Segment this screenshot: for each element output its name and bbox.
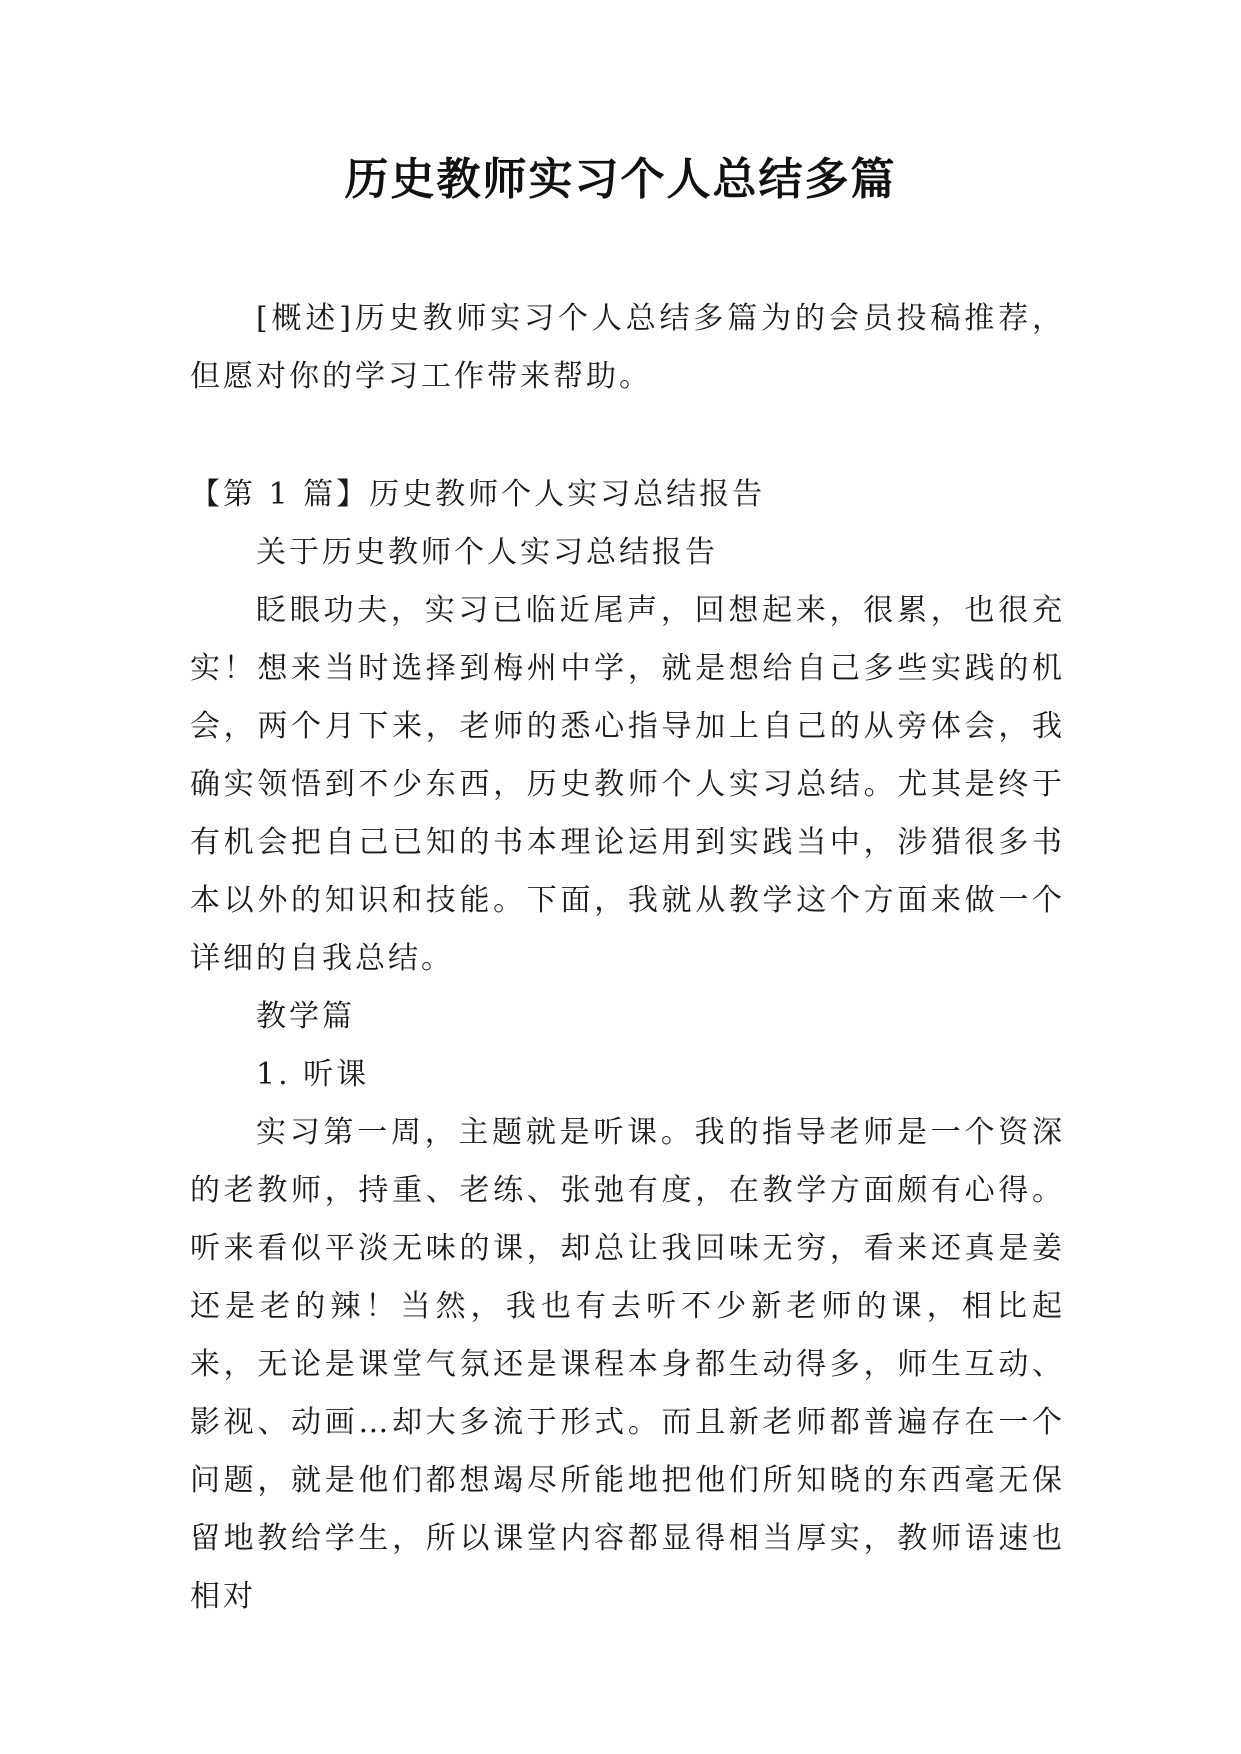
- summary-paragraph: [概述]历史教师实习个人总结多篇为的会员投稿推荐，但愿对你的学习工作带来帮助。: [190, 301, 1065, 394]
- subtitle-paragraph: 关于历史教师个人实习总结报告: [256, 535, 718, 570]
- section-heading: 【第 1 篇】历史教师个人实习总结报告: [190, 477, 766, 512]
- document-body: [190, 290, 1065, 1626]
- document-title: 历史教师实习个人总结多篇: [344, 154, 897, 205]
- body-paragraph: 眨眼功夫，实习已临近尾声，回想起来，很累，也很充实！想来当时选择到梅州中学，就是想给自己多些实践的机会，两个月下来，老师的悉心指导加上自己的从旁体会，我确实领悟到不少东西，历史教师个人实习总结。尤其是终于有机会把自己已知的书本理论运用到实践当中，涉猎很多书本以外的知识和技能。下面，我就从教学这个方面来做一个详细的自我总结。: [190, 593, 1065, 976]
- body-paragraph: 实习第一周，主题就是听课。我的指导老师是一个资深的老教师，持重、老练、张弛有度，在教学方面颇有心得。听来看似平淡无味的课，却总让我回味无穷，看来还真是姜还是老的辣！当然，我也有去听不少新老师的课，相比起来，无论是课堂气氛还是课程本身都生动得多，师生互动、影视、动画…却大多流于形式。而且新老师都普遍存在一个问题，就是他们都想竭尽所能地把他们所知晓的东西毫无保留地教给学生，所以课堂内容都显得相当厚实，教师语速也相对: [190, 1115, 1065, 1614]
- subheading-listening: 1. 听课: [256, 1057, 370, 1092]
- subheading-teaching: 教学篇: [256, 999, 355, 1034]
